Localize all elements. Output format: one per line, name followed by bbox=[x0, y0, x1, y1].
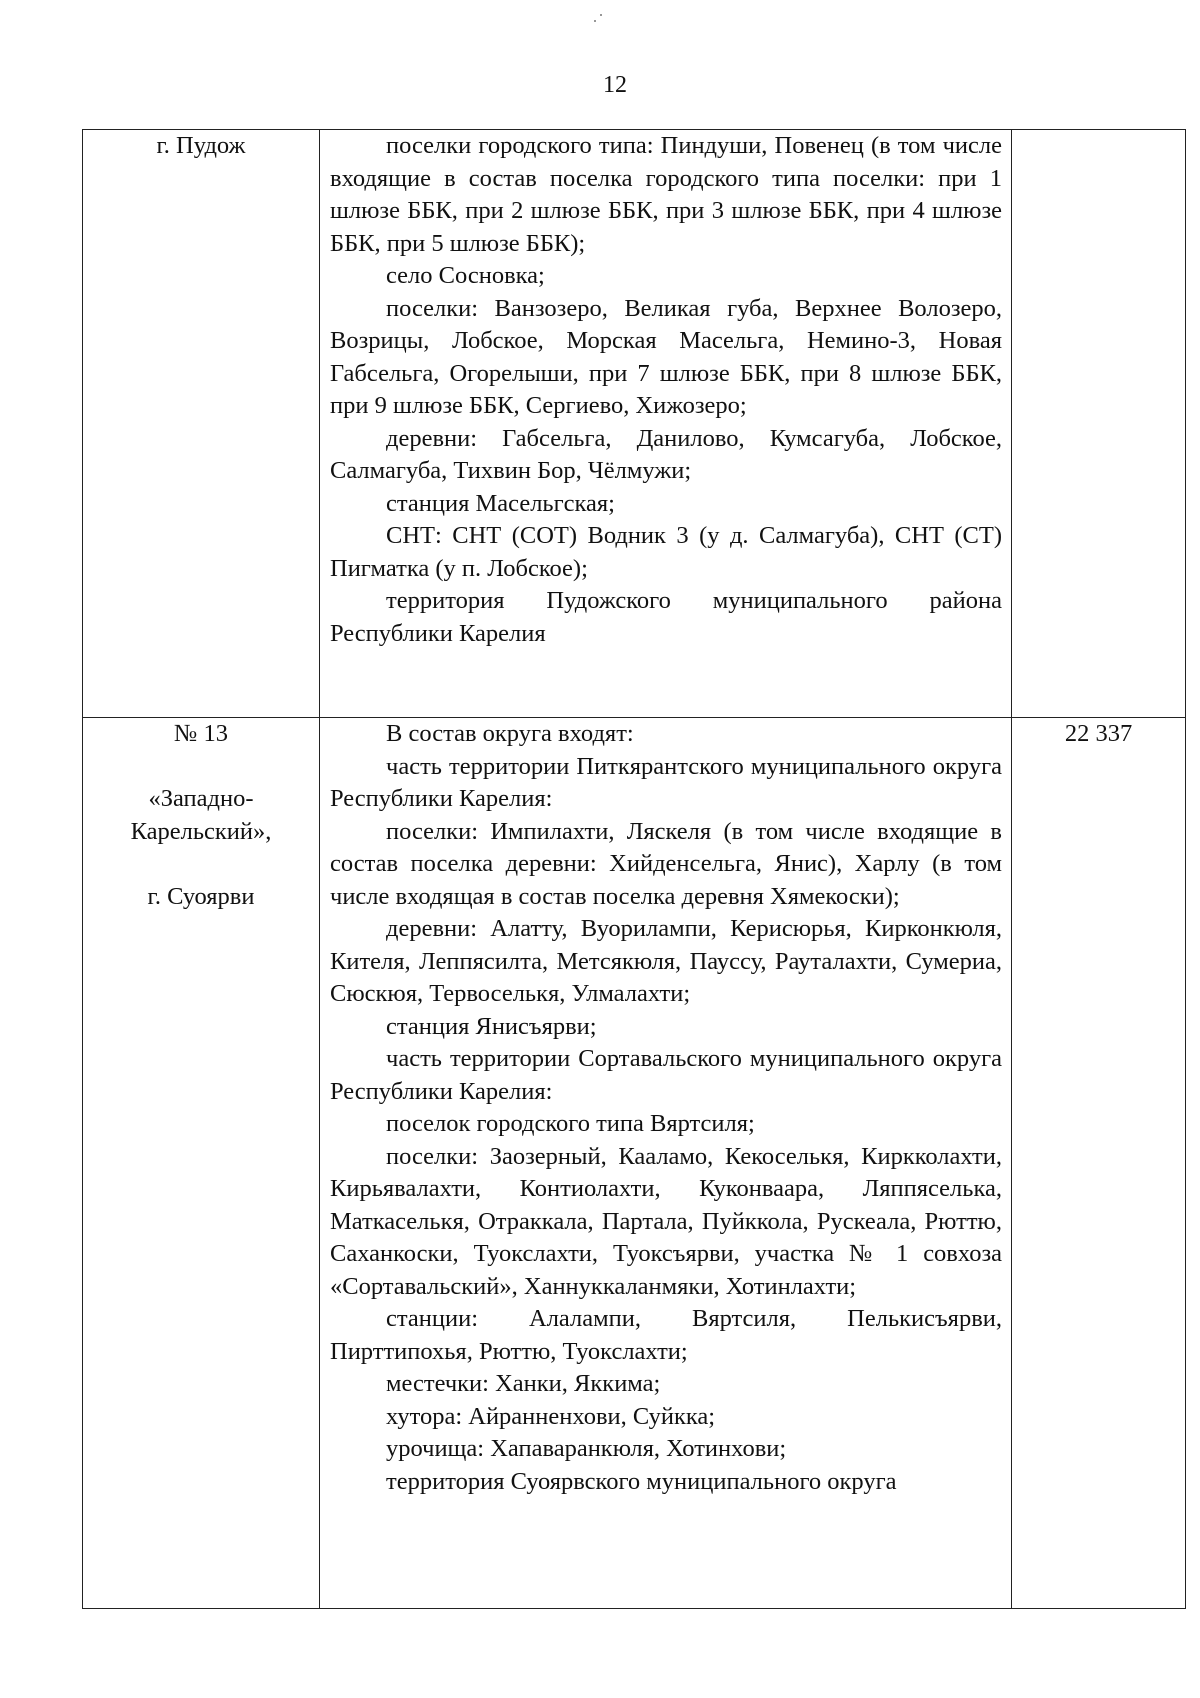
description-paragraph: В состав округа входят: bbox=[386, 720, 634, 747]
description-paragraph: поселки городского типа: Пиндуши, Повенец (в том числе входящие в состав поселка городского типа поселки: при 1 шлюзе ББК, при 2 шлюзе ББК, при 3 шлюзе ББК, при 4 шлюзе ББК, при 5 шлюзе ББК); bbox=[330, 132, 1002, 257]
district-name: «Западно- bbox=[148, 785, 254, 812]
districts-table bbox=[82, 129, 1186, 1609]
description-paragraph: местечки: Ханки, Яккима; bbox=[386, 1370, 661, 1397]
description-paragraph: деревни: Алатту, Вуорилампи, Керисюрья, Кирконкюля, Кителя, Леппясилта, Метсякюля, Пауссу, Рауталахти, Сумериа, Сюскюя, Тервоселькя, Улмалахти; bbox=[330, 915, 1002, 1007]
description-cell bbox=[320, 718, 1012, 1609]
description-paragraph: урочища: Хапаваранкюля, Хотинхови; bbox=[386, 1435, 787, 1462]
description-cell bbox=[320, 130, 1012, 718]
scan-speck bbox=[600, 14, 602, 16]
scan-speck bbox=[594, 20, 596, 22]
voter-count-cell: 22 337 bbox=[1012, 718, 1186, 1609]
description-paragraph: поселки: Импилахти, Ляскеля (в том числе входящие в состав поселка деревни: Хийденсельга, Янис), Харлу (в том числе входящая в состав поселка деревня Хямекоски); bbox=[330, 817, 1002, 910]
description-paragraph: станция Масельгская; bbox=[386, 489, 615, 517]
description-paragraph: поселки: Ванзозеро, Великая губа, Верхнее Волозеро, Возрицы, Лобское, Морская Масельга, Немино-3, Новая Габсельга, Огорелыши, при 7 шлюзе ББК, при 8 шлюзе ББК, при 9 шлюзе ББК, Сергиево, Хижозеро; bbox=[330, 294, 1002, 419]
page-number: 12 bbox=[603, 72, 627, 98]
district-center: г. Суоярви bbox=[147, 882, 255, 910]
description-paragraph: территория Пудожского муниципального района Республики Карелия bbox=[330, 587, 1002, 647]
description-paragraph: часть территории Сортавальского муниципального округа Республики Карелия: bbox=[330, 1045, 1002, 1105]
voter-count-cell bbox=[1012, 130, 1186, 718]
district-cell bbox=[83, 130, 320, 718]
description-paragraph: поселок городского типа Вяртсиля; bbox=[386, 1110, 755, 1137]
description-paragraph: часть территории Питкярантского муниципального округа Республики Карелия: bbox=[330, 752, 1002, 812]
table-row bbox=[83, 130, 1186, 718]
district-number: № 13 bbox=[173, 720, 228, 747]
description-paragraph: село Сосновка; bbox=[386, 262, 545, 289]
district-center: г. Пудож bbox=[156, 132, 246, 159]
description-paragraph: станции: Алалампи, Вяртсиля, Пелькисъярви, Пирттипохья, Рюттю, Туокслахти; bbox=[330, 1305, 1002, 1365]
district-cell bbox=[83, 718, 320, 1609]
table-row bbox=[83, 718, 1186, 1609]
description-paragraph: деревни: Габсельга, Данилово, Кумсагуба, Лобское, Салмагуба, Тихвин Бор, Чёлмужи; bbox=[330, 424, 1002, 484]
description-paragraph: поселки: Заозерный, Кааламо, Кекоселькя, Киркколахти, Кирьявалахти, Контиолахти, Куконваара, Ляппяселька, Маткаселькя, Отраккала, Партала, Пуйккола, Рускеала, Рюттю, Саханкоски, Туокслахти, Туоксъярви, участка № 1 совхоза «Сортавальский», Ханнуккаланмяки, Хотинлахти; bbox=[330, 1142, 1002, 1300]
district-name: Карельский», bbox=[130, 817, 272, 845]
description-paragraph: хутора: Айранненхови, Суйкка; bbox=[386, 1402, 716, 1430]
description-paragraph: станция Янисъярви; bbox=[386, 1012, 597, 1040]
description-paragraph: СНТ: СНТ (СОТ) Водник 3 (у д. Салмагуба), СНТ (СТ) Пигматка (у п. Лобское); bbox=[330, 522, 1002, 582]
description-paragraph: территория Суоярвского муниципального округа bbox=[386, 1467, 897, 1495]
